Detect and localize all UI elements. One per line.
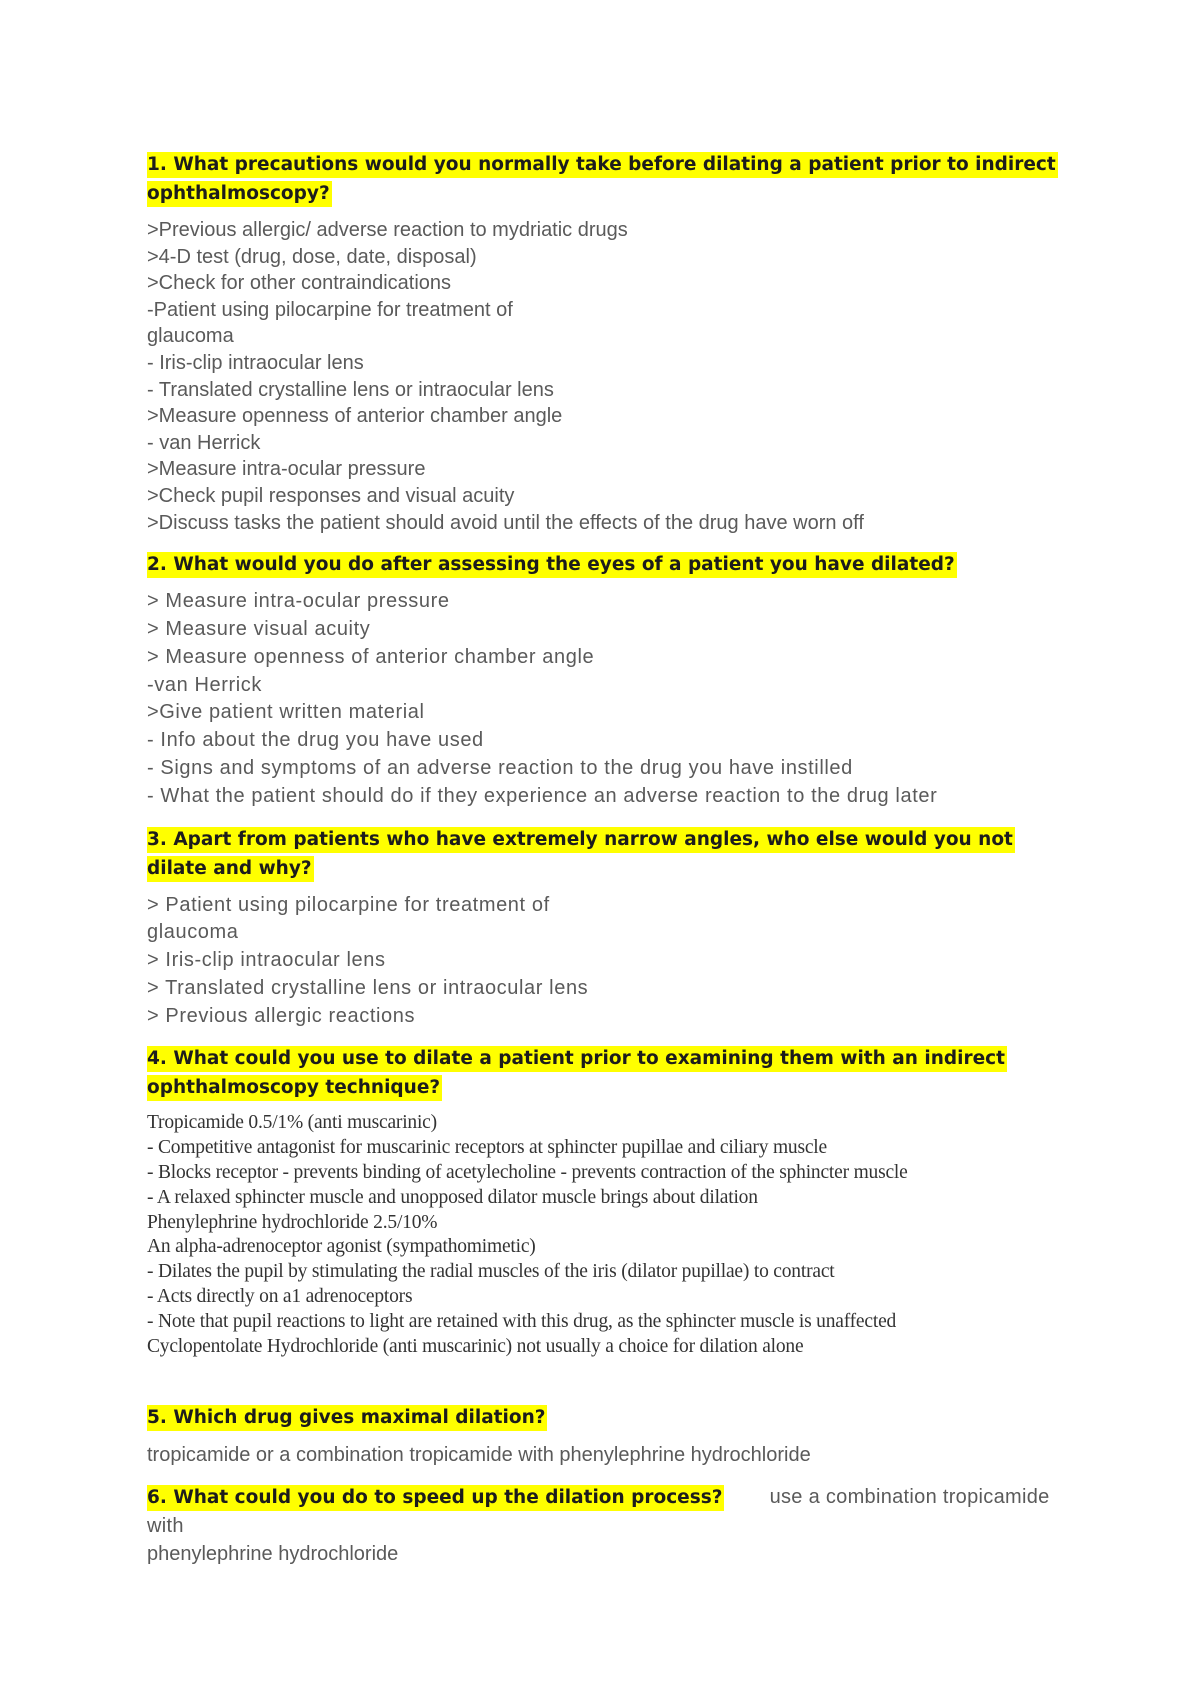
question-5-text: 5. Which drug gives maximal dilation?	[147, 1405, 547, 1431]
answer-6-rest: phenylephrine hydrochloride	[147, 1543, 399, 1566]
document-content	[147, 150, 1067, 1568]
question-5	[147, 1403, 1067, 1432]
question-2-text: 2. What would you do after assessing the eyes of a patient you have dilated?	[147, 552, 957, 578]
question-3	[147, 825, 1067, 883]
answer-4: Tropicamide 0.5/1% (anti muscarinic) - Competitive antagonist for muscarinic receptors at sphincter pupillae and ciliary muscle - Blocks receptor - prevents binding of acetylecholine - prevents contraction of the sphincter muscle - A relaxed sphincter muscle and unopposed dilator muscle brings about dilation Phenylephrine hydrochloride 2.5/10% An alpha-adrenoceptor agonist (sympathomimetic) - Dilates the pupil by stimulating the radial muscles of the iris (dilator pupillae) to contract - Acts directly on a1 adrenoceptors - Note that pupil reactions to light are retained with this drug, as the sphincter muscle is unaffected Cyclopentolate Hydrochloride (anti muscarinic) not usually a choice for dilation alone	[147, 1112, 908, 1357]
question-4	[147, 1044, 1067, 1102]
answer-2: > Measure intra-ocular pressure > Measure visual acuity > Measure openness of anterior chamber angle -van Herrick >Give patient written material - Info about the drug you have used - Signs and symptoms of an adverse reaction to the drug you have instilled - What the patient should do if they experience an adverse reaction to the drug later	[147, 590, 938, 807]
question-1-text: 1. What precautions would you normally take before dilating a patient prior to indirect ophthalmoscopy?	[147, 152, 1058, 207]
question-3-text: 3. Apart from patients who have extremely narrow angles, who else would you not dilate and why?	[147, 827, 1015, 882]
question-2	[147, 550, 1067, 579]
question-6-text: 6. What could you do to speed up the dilation process?	[147, 1485, 724, 1511]
answer-6-inline: use a combination tropicamide with	[147, 1486, 1050, 1538]
answer-5: tropicamide or a combination tropicamide with phenylephrine hydrochloride	[147, 1444, 811, 1467]
question-1	[147, 150, 1067, 208]
question-4-text: 4. What could you use to dilate a patient prior to examining them with an indirect ophthalmoscopy technique?	[147, 1046, 1007, 1101]
answer-1: >Previous allergic/ adverse reaction to mydriatic drugs >4-D test (drug, dose, date, disposal) >Check for other contraindications -Patient using pilocarpine for treatment of glaucoma - Iris-clip intraocular lens - Translated crystalline lens or intraocular lens >Measure openness of anterior chamber angle - van Herrick >Measure intra-ocular pressure >Check pupil responses and visual acuity >Discuss tasks the patient should avoid until the effects of the drug have worn off	[147, 219, 864, 534]
question-6	[147, 1483, 1067, 1541]
answer-3: > Patient using pilocarpine for treatment of glaucoma > Iris-clip intraocular lens > Translated crystalline lens or intraocular lens > Previous allergic reactions	[147, 893, 589, 1027]
